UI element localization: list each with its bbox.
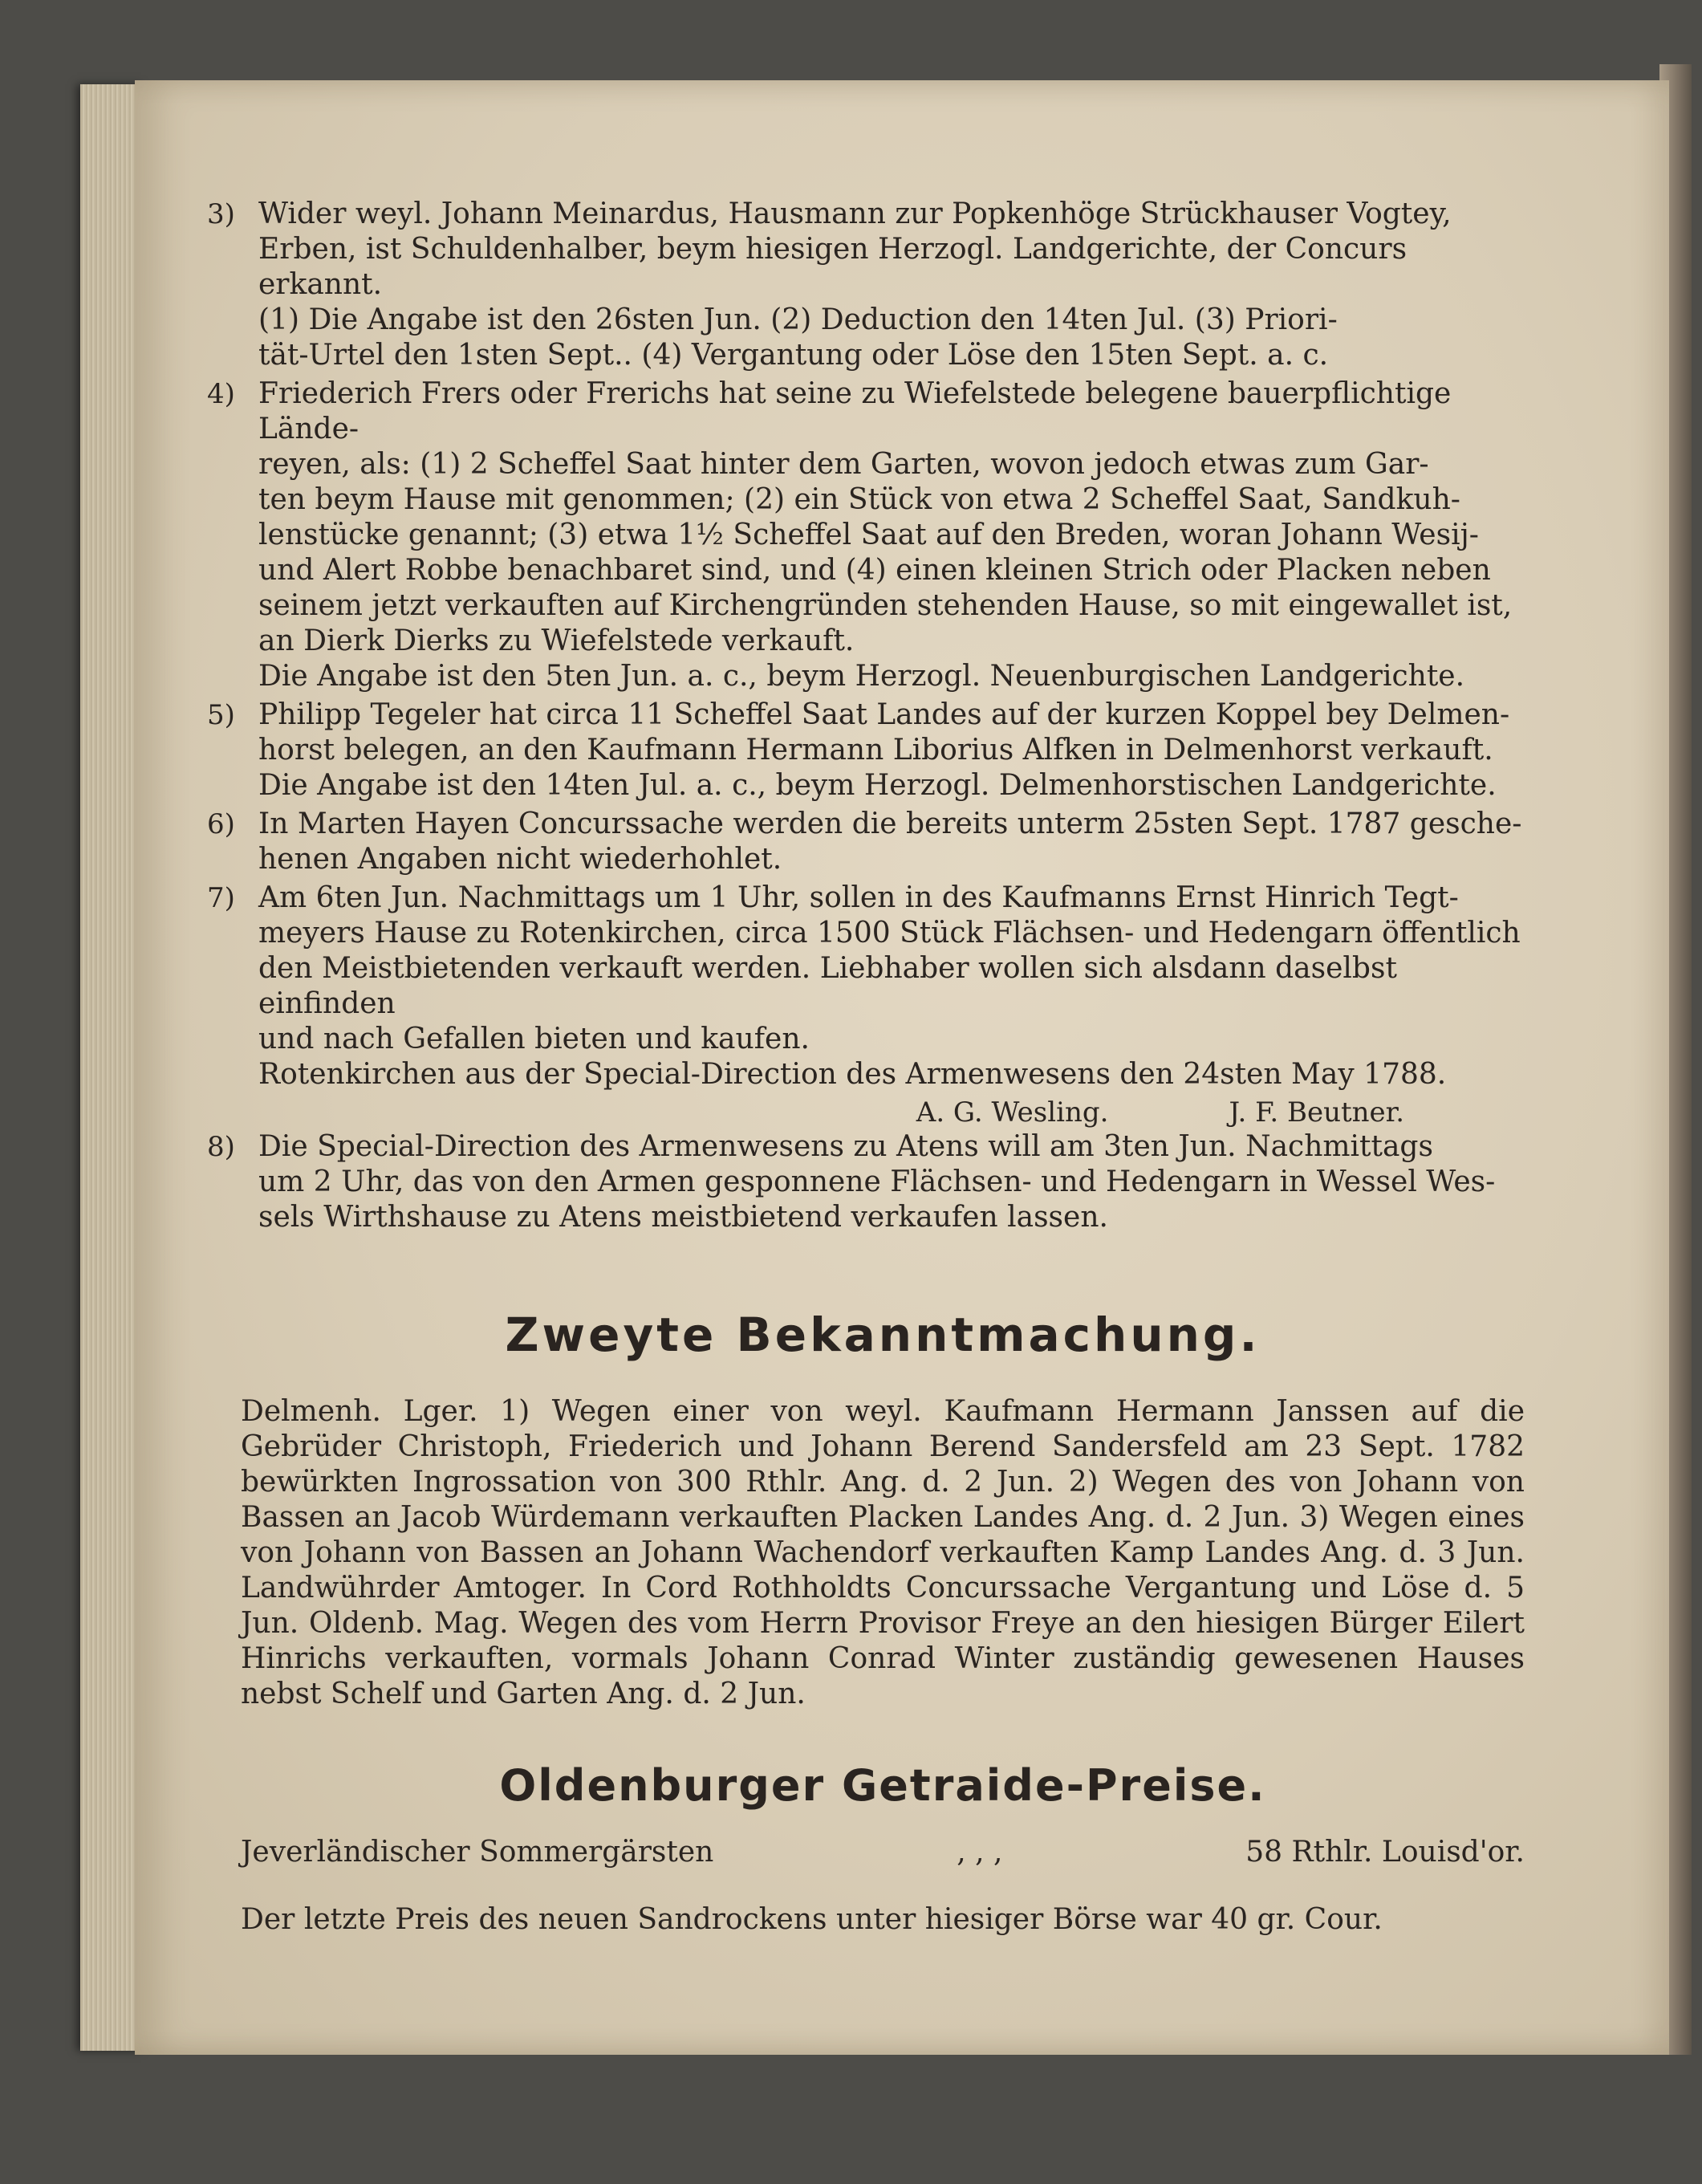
notice-entry — [207, 197, 1525, 373]
entry-line: horst belegen, an den Kaufmann Hermann Liborius Alfken in Delmenhorst verkauft. — [258, 734, 1493, 767]
entry-number: 7) — [207, 882, 235, 914]
signature-name: J. F. Beutner. — [1229, 1096, 1404, 1129]
price-label: Jeverländischer Sommergärsten — [241, 1836, 714, 1869]
entry-line: reyen, als: (1) 2 Scheffel Saat hinter dem Garten, wovon jedoch etwas zum Gar- — [258, 448, 1429, 481]
entry-line: Wider weyl. Johann Meinardus, Hausmann zur Popkenhöge Strückhauser Vogtey, — [258, 197, 1452, 230]
signature-line — [241, 1096, 1525, 1129]
entry-number: 4) — [207, 378, 235, 410]
notice-entry — [207, 881, 1525, 1092]
entry-number: 5) — [207, 699, 235, 731]
entry-line: lenstücke genannt; (3) etwa 1½ Scheffel Saat auf den Breden, woran Johann Wesij- — [258, 519, 1479, 551]
entry-line: Am 6ten Jun. Nachmittags um 1 Uhr, sollen in des Kaufmanns Ernst Hinrich Tegt- — [258, 881, 1459, 914]
entry-number: 6) — [207, 808, 235, 840]
entry-list — [207, 197, 1525, 1235]
entry-line: Rotenkirchen aus der Special-Direction des Armenwesens den 24sten May 1788. — [258, 1058, 1447, 1091]
notice-entry — [207, 807, 1525, 877]
entry-line: und nach Gefallen bieten und kaufen. — [258, 1023, 810, 1055]
page-content — [207, 197, 1525, 1936]
entry-line: Die Angabe ist den 5ten Jun. a. c., beym Herzogl. Neuenburgischen Landgerichte. — [258, 660, 1465, 693]
entry-line: ten beym Hause mit genommen; (2) ein Stück von etwa 2 Scheffel Saat, Sandkuh- — [258, 483, 1460, 516]
bekanntmachung-paragraph: Delmenh. Lger. 1) Wegen einer von weyl. Kaufmann Hermann Janssen auf die Gebrüder Christoph, Friederich und Johann Berend Sandersfeld am 23 Sept. 1782 bewürkten Ingrossation von 300 Rthlr. Ang. d. 2 Jun. 2) Wegen des von Johann von Bassen an Jacob Würdemann verkauften Placken Landes Ang. d. 2 Jun. 3) Wegen eines von Johann von Bassen an Johann Wachendorf verkauften Kamp Landes Ang. d. 3 Jun. Landwührder Amtoger. In Cord Rothholdts Concurssache Vergantung und Löse d. 5 Jun. Oldenb. Mag. Wegen des vom Herrn Provisor Freye an den hiesigen Bürger Eilert Hinrichs verkauften, vormals Johann Conrad Winter zuständig gewesenen Hauses nebst Schelf und Garten Ang. d. 2 Jun. — [241, 1395, 1525, 1710]
entry-line: Friederich Frers oder Frerichs hat seine zu Wiefelstede belegene bauerpflichtige Lände- — [258, 377, 1452, 445]
price-line — [241, 1835, 1525, 1870]
entry-line: Philipp Tegeler hat circa 11 Scheffel Saat Landes auf der kurzen Koppel bey Delmen- — [258, 698, 1510, 731]
signature-name: A. G. Wesling. — [916, 1096, 1109, 1129]
entry-line: den Meistbietenden verkauft werden. Liebhaber wollen sich alsdann daselbst einfinden — [258, 952, 1397, 1020]
entry-line: henen Angaben nicht wiederhohlet. — [258, 843, 782, 876]
entry-line: Die Angabe ist den 14ten Jul. a. c., beym Herzogl. Delmenhorstischen Landgerichte. — [258, 769, 1497, 802]
price-value: 58 Rthlr. Louisd'or. — [1245, 1836, 1525, 1869]
notice-entry — [207, 1129, 1525, 1235]
entry-line: um 2 Uhr, das von den Armen gesponnene Flächsen- und Hedengarn in Wessel Wes- — [258, 1165, 1496, 1198]
entry-number: 8) — [207, 1131, 235, 1163]
entry-line: Erben, ist Schuldenhalber, beym hiesigen Herzogl. Landgerichte, der Concurs erkannt. — [258, 233, 1408, 301]
notice-entry — [207, 376, 1525, 694]
entry-line: meyers Hause zu Rotenkirchen, circa 1500 Stück Flächsen- und Hedengarn öffentlich — [258, 917, 1521, 950]
entry-line: sels Wirthshause zu Atens meistbietend verkaufen lassen. — [258, 1201, 1108, 1234]
entry-number: 3) — [207, 198, 235, 230]
entry-line: und Alert Robbe benachbaret sind, und (4) einen kleinen Strich oder Placken neben — [258, 554, 1491, 587]
entry-line: tät-Urtel den 1sten Sept.. (4) Vergantung oder Löse den 15ten Sept. a. c. — [258, 339, 1329, 372]
entry-line: an Dierk Dierks zu Wiefelstede verkauft. — [258, 624, 855, 657]
heading-zweyte-bekanntmachung: Zweyte Bekanntmachung. — [505, 1308, 1261, 1362]
heading-getraide-preise: Oldenburger Getraide-Preise. — [499, 1760, 1266, 1811]
final-price-note: Der letzte Preis des neuen Sandrockens unter hiesiger Börse war 40 gr. Cour. — [241, 1903, 1383, 1936]
price-dots: , , , — [957, 1836, 1003, 1869]
entry-line: (1) Die Angabe ist den 26sten Jun. (2) Deduction den 14ten Jul. (3) Priori- — [258, 303, 1338, 336]
entry-line: seinem jetzt verkauften auf Kirchengründen stehenden Hause, so mit eingewallet ist, — [258, 589, 1513, 622]
entry-line: In Marten Hayen Concurssache werden die bereits unterm 25sten Sept. 1787 gesche- — [258, 807, 1522, 840]
notice-entry — [207, 697, 1525, 803]
entry-line: Die Special-Direction des Armenwesens zu Atens will am 3ten Jun. Nachmittags — [258, 1130, 1433, 1163]
